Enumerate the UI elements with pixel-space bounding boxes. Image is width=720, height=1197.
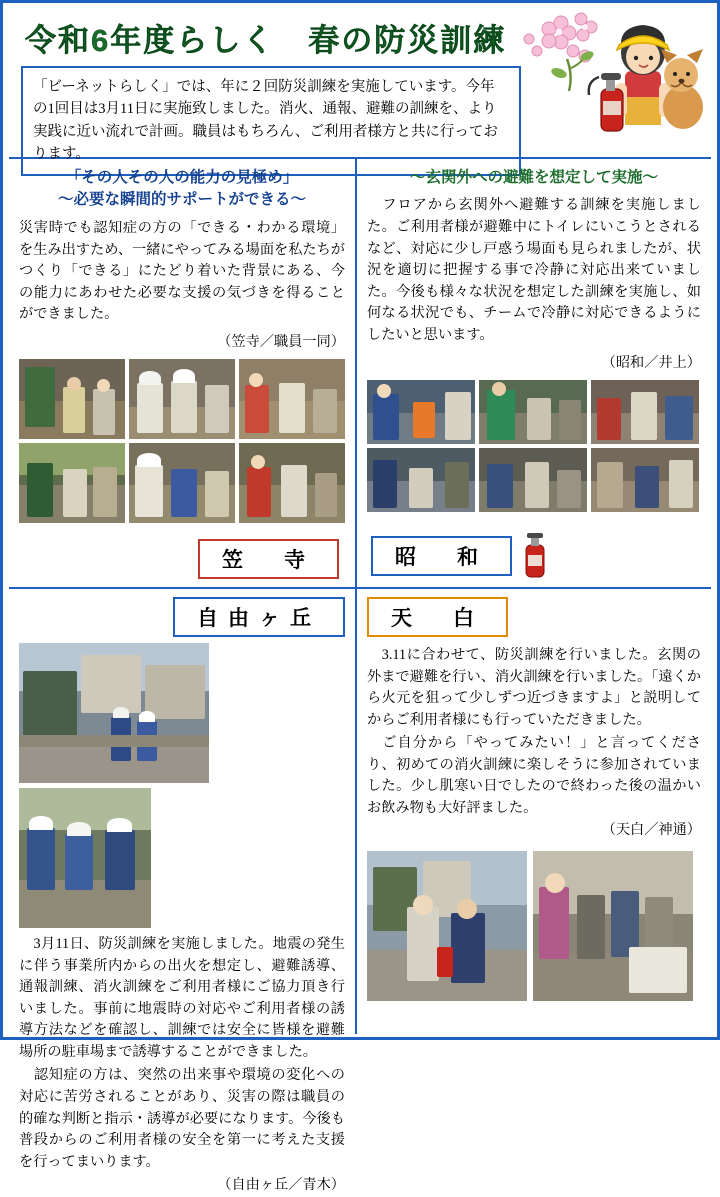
plate-showa: 昭 和 <box>371 536 512 576</box>
jiyugaoka-sign: （自由ヶ丘／青木） <box>217 1177 345 1194</box>
photo-showa-4 <box>367 448 475 512</box>
photo-showa-1 <box>367 380 475 444</box>
photo-jiyugaoka-2 <box>19 788 151 928</box>
article-tempaku <box>357 589 711 1034</box>
photo-showa-2 <box>479 380 587 444</box>
photo-tempaku-1 <box>367 851 527 1001</box>
header-art-svg <box>507 11 707 151</box>
showa-sign: （昭和／井上） <box>601 354 701 371</box>
plate-tempaku: 天 白 <box>367 597 508 637</box>
kasadera-photos <box>19 359 345 523</box>
kasadera-body: 災害時でも認知症の方の「できる・わかる環境」を生み出すため、一緒にやってみる場面を私たちがつくり「できる」にたどり着いた背景にある、今の能力にあわせた必要な支援の気づきを得ることができました。 <box>19 219 345 323</box>
photo-tempaku-2 <box>533 851 693 1001</box>
header-illustration <box>507 11 707 151</box>
plate-kasadera: 笠 寺 <box>198 539 339 579</box>
kasadera-heading-line1: 「その人その人の能力の見極め」 <box>65 169 299 186</box>
photo-kasadera-3 <box>239 359 345 439</box>
article-kasadera <box>9 159 357 589</box>
article-showa <box>357 159 711 589</box>
photo-kasadera-4 <box>19 443 125 523</box>
kasadera-heading-line2: 〜必要な瞬間的サポートができる〜 <box>57 191 306 209</box>
jiyugaoka-body: 3月11日、防災訓練を実施しました。地震の発生に伴う事業所内からの出火を想定し、避難誘導、通報訓練、消火訓練をご利用者様にご協力頂き行いました。事前に地震時の対応やご利用者様の誘導方法などを確認し、訓練では安全に皆様を避難場所の駐車場まで誘導することができました。 <box>19 936 345 1060</box>
page-header <box>9 9 711 163</box>
plate-jiyugaoka: 自由ヶ丘 <box>173 597 345 637</box>
photo-kasadera-5 <box>129 443 235 523</box>
photo-kasadera-2 <box>129 359 235 439</box>
article-jiyugaoka <box>9 589 357 1194</box>
jiyugaoka-photos <box>19 643 345 928</box>
photo-showa-5 <box>479 448 587 512</box>
showa-photos <box>367 380 701 512</box>
cherry-blossom-icon <box>524 13 597 91</box>
article-grid <box>9 157 711 1194</box>
fire-extinguisher-icon <box>522 533 548 579</box>
photo-showa-6 <box>591 448 699 512</box>
tempaku-photos <box>367 851 701 1001</box>
photo-kasadera-6 <box>239 443 345 523</box>
kasadera-sign: （笠寺／職員一同） <box>217 333 345 350</box>
showa-heading-line1: 〜玄関外への避難を想定して実施〜 <box>409 169 658 186</box>
showa-body: フロアから玄関外へ避難する訓練を実施しました。ご利用者様が避難中にトイレにいこうとされるなど、対応に少し戸惑う場面も見られましたが、状況を適切に把握する事で冷静に対応出来ていました。今後も様々な状況を想定した訓練を実施し、如何なる状況でも、チームで冷静に対応できるようにしたいと思います。 <box>367 197 701 343</box>
tempaku-body: 3.11に合わせて、防災訓練を行いました。玄関の外まで避難を行い、消火訓練を行いました。「遠くから火元を狙って少しずつ近づきますよ」と説明してからご利用者様にも行っていただきました。 <box>367 647 701 728</box>
tempaku-sign: （天白／神通） <box>601 821 701 838</box>
photo-kasadera-1 <box>19 359 125 439</box>
photo-jiyugaoka-1 <box>19 643 209 783</box>
tempaku-body2: ご自分から「やってみたい！」と言ってくださり、初めての消火訓練に楽しそうに参加されていました。少し肌寒い日でしたので終わった後の温かいお飲み物も大好評ました。 <box>367 735 701 817</box>
photo-showa-3 <box>591 380 699 444</box>
jiyugaoka-body2: 認知症の方は、突然の出来事や環境の変化への対応に苦労されることがあり、災害の際は職員の的確な判断と指示・誘導が必要になります。今後も普段からのご利用者様の安全を第一に考えた支援を行ってまいります。 <box>19 1067 345 1170</box>
intro-text: 「ビーネットらしく」では、年に２回防災訓練を実施しています。今年の1回目は3月11日に実施致しました。消火、通報、避難の訓練を、より実践に近い流れで計画。職員はもちろん、ご利用者様方と共に行っております。 <box>33 79 498 163</box>
fire-extinguisher-icon <box>589 73 623 131</box>
page-title: 令和6年度らしく 春の防災訓練 <box>25 23 507 58</box>
